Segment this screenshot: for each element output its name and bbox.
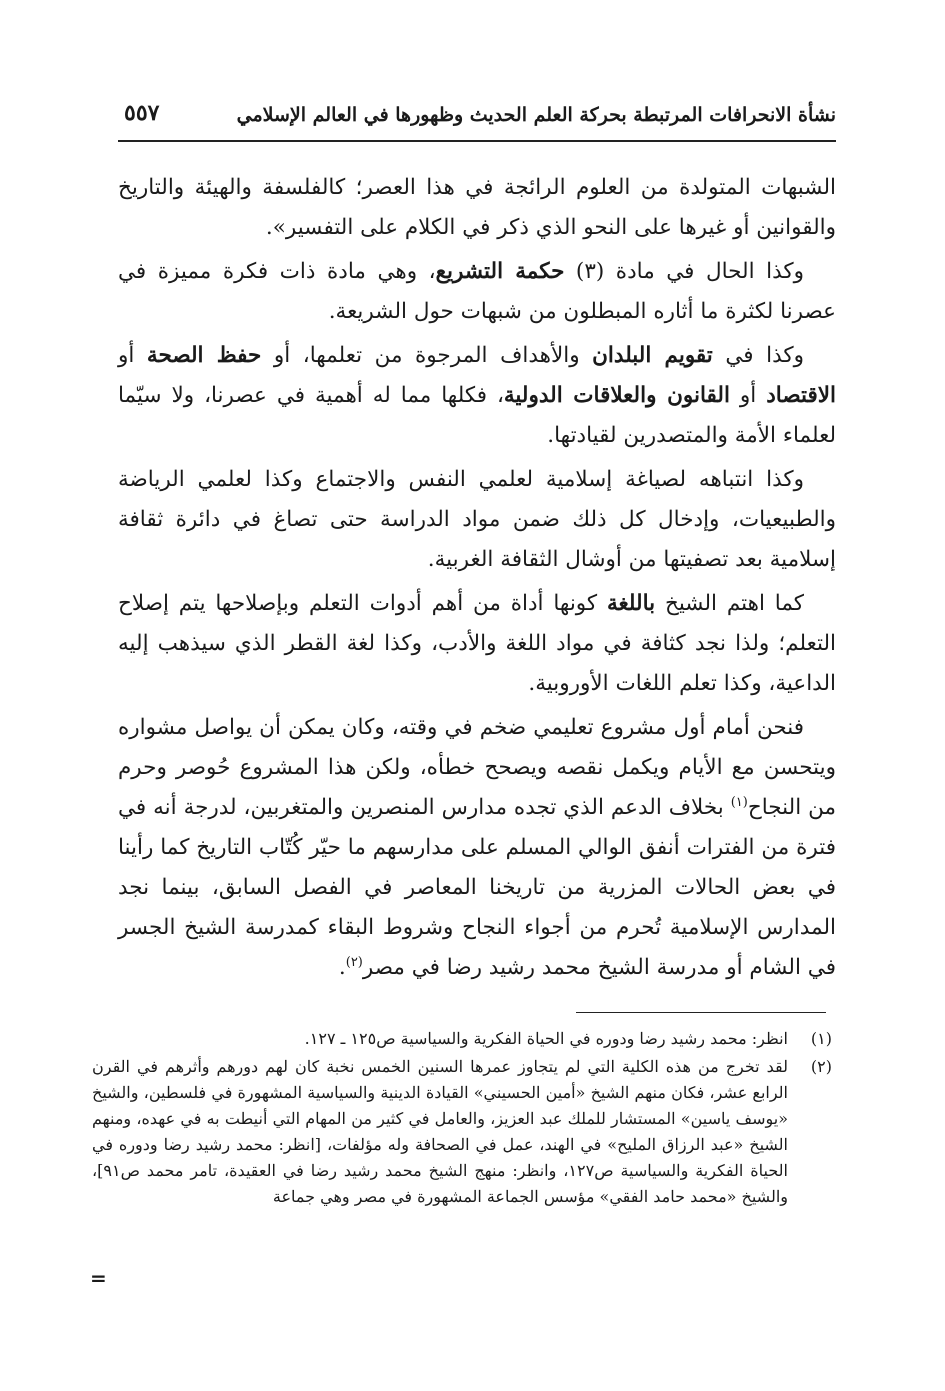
footnote-separator: [576, 1012, 826, 1013]
text-run: بخلاف الدعم الذي تجده مدارس المنصرين والمتغربين، لدرجة أنه في فترة من الفترات أنفق الوالي المسلم على مدارسهم ما حيّر كُتّاب التاريخ كما رأينا في بعض الحالات المزرية من تاريخنا المعاصر في الفصل السابق، بينما نجد المدارس الإسلامية تُحرم من أجواء النجاح وشروط البقاء كمدرسة الشيخ الجسر في الشام أو مدرسة الشيخ محمد رشيد رضا في مصر: [118, 795, 836, 980]
footnote-text: لقد تخرج من هذه الكلية التي لم يتجاوز عمرها السنين الخمس نخبة كان لهم دورهم وأثرهم في القرن الرابع عشر، فكان منهم الشيخ «أمين الحسيني» القيادة الدينية والسياسية المشهورة في فلسطين، والشيخ «يوسف ياسين» المستشار للملك عبد العزيز، والعامل في كثير من المهام التي أنيطت به في عهده، ومنهم الشيخ «عبد الرزاق المليح» في الهند، عمل في الصحافة وله مؤلفات، [انظر: محمد رشيد رضا ودوره في الحياة الفكرية والسياسية ص١٢٧، وانظر: منهج الشيخ محمد رشيد رضا في العقيدة، تامر محمد ص٩١]، والشيخ «محمد حامد الفقي» مؤسس الجماعة المشهورة في مصر وهي جماعة: [92, 1057, 788, 1206]
text-run: وكذا انتباهه لصياغة إسلامية لعلمي النفس والاجتماع وكذا لعلمي الرياضة والطبيعيات، وإدخال كل ذلك ضمن مواد الدراسة حتى تصاغ في دائرة ثقافة إسلامية بعد تصفيتها من أوشال الثقافة الغربية.: [118, 467, 836, 572]
footnotes: [92, 1026, 832, 1212]
bold-term: تقويم البلدان: [592, 343, 713, 368]
text-run: كما اهتم الشيخ: [655, 591, 804, 616]
text-run: فنحن أمام أول مشروع تعليمي ضخم في وقته، وكان يمكن أن يواصل مشواره ويتحسن مع الأيام ويكمل نقصه ويصحح خطأه، ولكن هذا المشروع حُوصر وحرم من النجاح: [118, 715, 836, 820]
page-number: ٥٥٧: [124, 100, 160, 126]
footnote-ref: (١): [730, 794, 748, 810]
header-rule: [118, 140, 836, 142]
main-text: [118, 168, 836, 992]
text-run: والأهداف المرجوة من تعلمها، أو: [261, 343, 593, 368]
footnote-ref: (٢): [345, 954, 363, 970]
text-run: الشبهات المتولدة من العلوم الرائجة في هذا العصر؛ كالفلسفة والهيئة والتاريخ والقوانين أو غيرها على النحو الذي ذكر في الكلام على التفسير».: [118, 175, 836, 240]
paragraph: [118, 584, 836, 704]
paragraph: [118, 460, 836, 580]
continuation-mark: =: [90, 1266, 107, 1290]
text-run: أو: [729, 383, 767, 408]
footnote-text: انظر: محمد رشيد رضا ودوره في الحياة الفكرية والسياسية ص١٢٥ ـ ١٢٧.: [304, 1029, 788, 1048]
text-run: .: [338, 955, 346, 980]
footnote: [92, 1054, 832, 1210]
text-run: ، وهي مادة ذات فكرة مميزة في عصرنا لكثرة ما أثاره المبطلون من شبهات حول الشريعة.: [118, 259, 836, 324]
text-run: وكذا في: [712, 343, 804, 368]
footnote: [92, 1026, 832, 1052]
text-run: أو: [118, 343, 147, 368]
bold-term: حكمة التشريع: [435, 259, 565, 284]
footnote-number: (١): [810, 1029, 832, 1048]
bold-term: حفظ الصحة: [146, 343, 262, 368]
page-header: [118, 98, 836, 138]
paragraph: [118, 168, 836, 248]
text-run: وكذا الحال في مادة (٣): [564, 259, 804, 284]
paragraph: [118, 708, 836, 988]
footnote-number: (٢): [810, 1057, 832, 1076]
text-run: ، فكلها مما له أهمية في عصرنا، ولا سيّما لعلماء الأمة والمتصدرين لقيادتها.: [118, 383, 836, 448]
text-run: كونها أداة من أهم أدوات التعلم وبإصلاحها يتم إصلاح التعلم؛ ولذا نجد كثافة في مواد اللغة والأدب، وكذا لغة القطر الذي سيذهب إليه الداعية، وكذا تعلم اللغات الأوروبية.: [118, 591, 836, 696]
bold-term: باللغة: [607, 591, 656, 616]
paragraph: [118, 336, 836, 456]
bold-term: القانون والعلاقات الدولية: [503, 383, 730, 408]
bold-term: الاقتصاد: [766, 383, 836, 408]
running-title: نشأة الانحرافات المرتبطة بحركة العلم الحديث وظهورها في العالم الإسلامي: [236, 104, 836, 126]
paragraph: [118, 252, 836, 332]
